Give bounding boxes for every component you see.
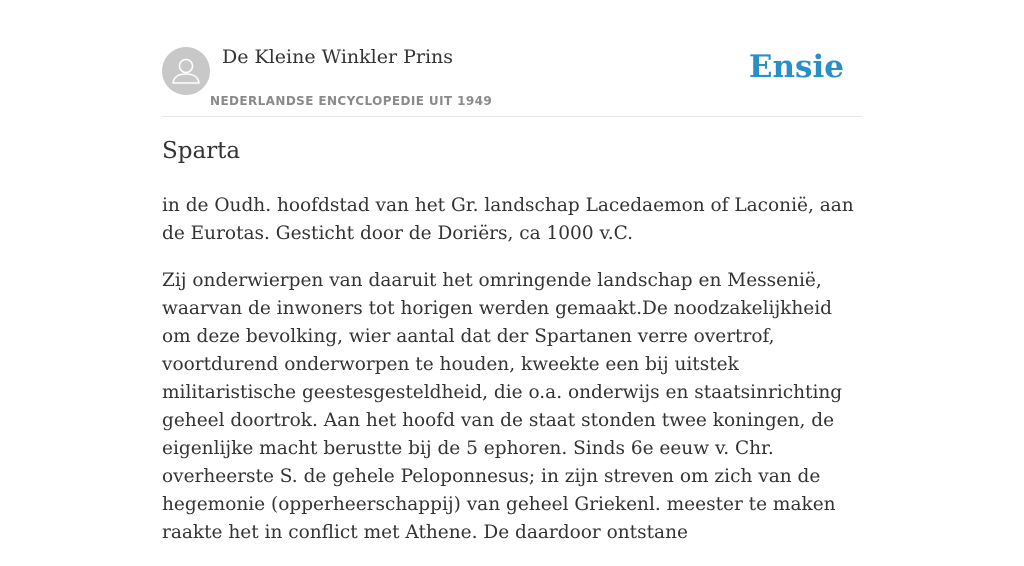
article-title: Sparta <box>162 138 241 164</box>
source-subtitle: NEDERLANDSE ENCYCLOPEDIE UIT 1949 <box>210 94 493 108</box>
brand-logo[interactable]: Ensie <box>748 49 844 85</box>
page <box>162 0 862 543</box>
source-name[interactable]: De Kleine Winkler Prins <box>222 46 454 68</box>
article-paragraph: in de Oudh. hoofdstad van het Gr. landschap Lacedaemon of Laconië, aan de Eurotas. Gesticht door de Doriërs, ca 1000 v.C. <box>162 195 854 244</box>
article-body <box>162 192 862 566</box>
article-paragraph: Zij onderwierpen van daaruit het omringende landschap en Messenië, waarvan de inwoners tot horigen werden gemaakt.De noodzakelijkheid om deze bevolking, wier aantal dat der Spartanen verre overtrof, voortdurend onderworpen te houden, kweekte een bij uitstek militaristische geestesgesteldheid, die o.a. onderwijs en staatsinrichting geheel doortrok. Aan het hoofd van de staat stonden twee koningen, de eigenlijke macht berustte bij de 5 ephoren. Sinds 6e eeuw v. Chr. overheerste S. de gehele Peloponnesus; in zijn streven om zich van de hegemonie (opperheerschappij) van geheel Griekenl. meester te maken raakte het in conflict met Athene. De daardoor ontstane <box>162 270 843 543</box>
avatar[interactable] <box>162 47 210 95</box>
header <box>162 0 862 117</box>
user-silhouette-icon <box>162 47 210 95</box>
